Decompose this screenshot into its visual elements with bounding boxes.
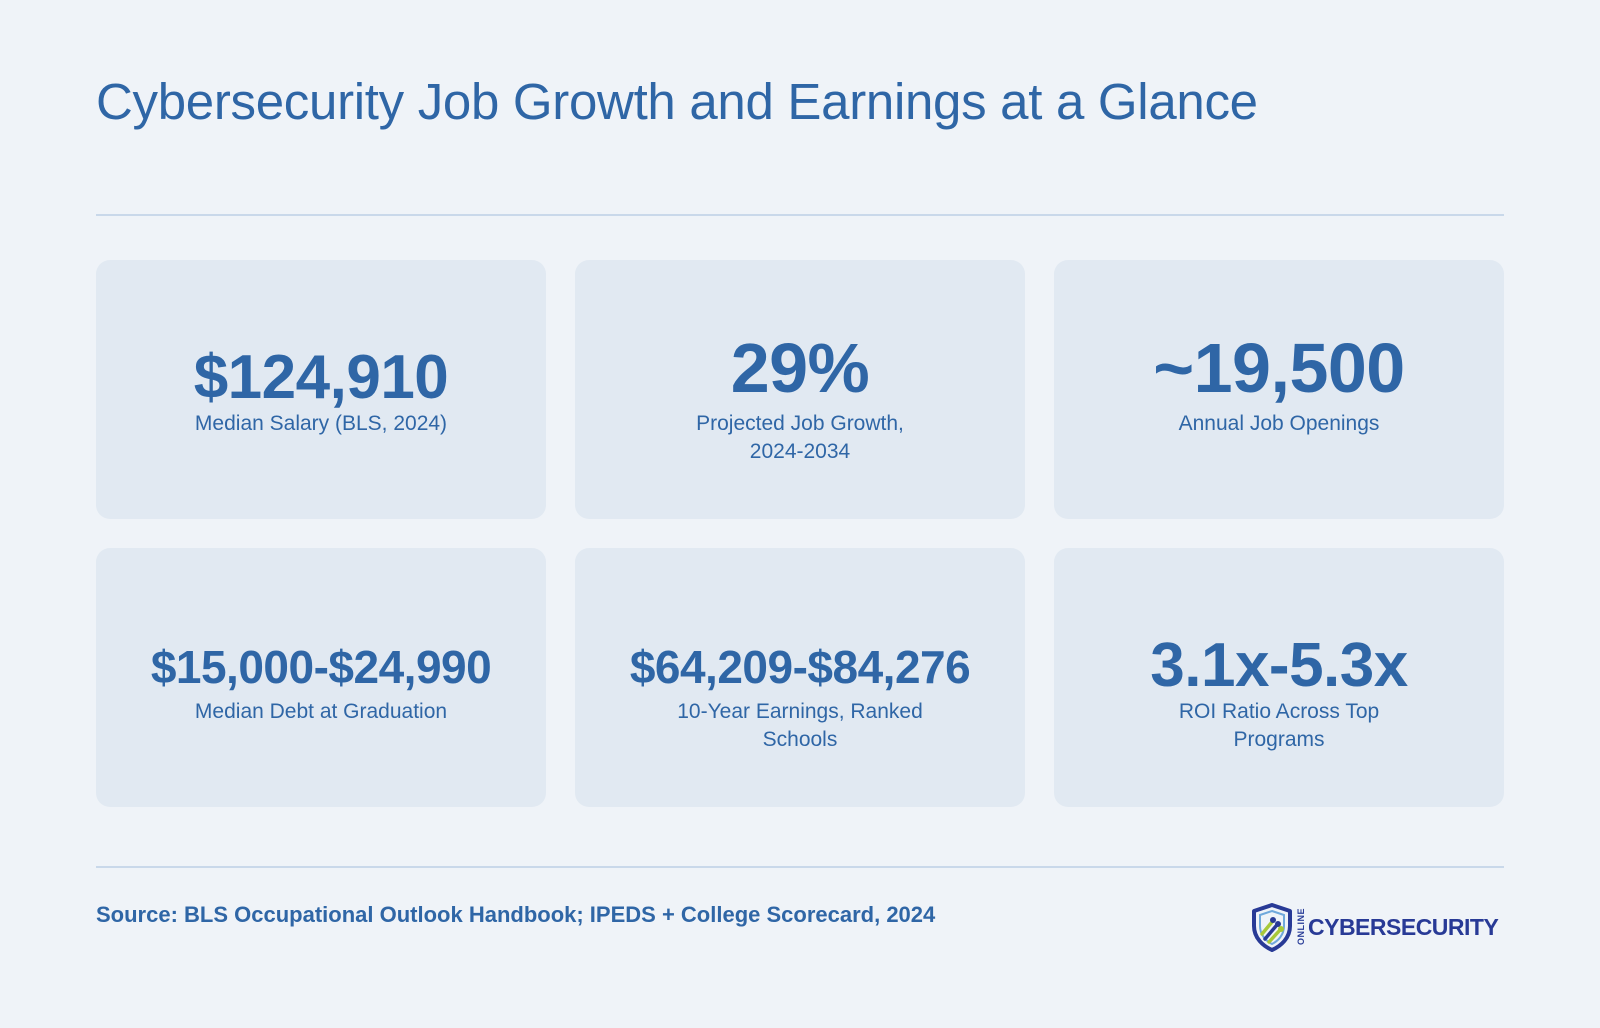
stat-value: $124,910 bbox=[193, 343, 449, 412]
stat-label: Projected Job Growth, 2024-2034 bbox=[696, 412, 904, 463]
stat-label: ROI Ratio Across Top Programs bbox=[1178, 700, 1380, 751]
stat-label: Median Debt at Graduation bbox=[194, 700, 448, 723]
stat-card-roi-ratio bbox=[1054, 548, 1504, 807]
stat-card-median-salary bbox=[96, 260, 546, 519]
stat-value: 29% bbox=[730, 329, 870, 407]
bottom-divider bbox=[96, 866, 1504, 868]
stat-card-job-growth bbox=[575, 260, 1025, 519]
stats-grid bbox=[96, 260, 1504, 807]
top-divider bbox=[96, 214, 1504, 216]
source-note: Source: BLS Occupational Outlook Handbook; IPEDS + College Scorecard, 2024 bbox=[96, 902, 936, 927]
stat-card-ten-year-earnings bbox=[575, 548, 1025, 807]
stat-value: $64,209-$84,276 bbox=[629, 641, 971, 693]
stat-label: 10-Year Earnings, Ranked Schools bbox=[677, 700, 923, 751]
stat-label: Annual Job Openings bbox=[1178, 412, 1380, 435]
shield-icon bbox=[1250, 902, 1294, 952]
stat-value: ~19,500 bbox=[1153, 329, 1405, 407]
logo-online-text: ONLINE bbox=[1296, 908, 1306, 946]
page-title: Cybersecurity Job Growth and Earnings at a Glance bbox=[96, 73, 1258, 130]
stat-value: $15,000-$24,990 bbox=[150, 641, 492, 693]
brand-logo bbox=[1250, 902, 1498, 952]
stat-label: Median Salary (BLS, 2024) bbox=[194, 412, 448, 435]
stat-card-job-openings bbox=[1054, 260, 1504, 519]
logo-wordmark: CYBERSECURITY bbox=[1308, 913, 1499, 940]
stat-value: 3.1x-5.3x bbox=[1150, 631, 1408, 700]
stat-card-median-debt bbox=[96, 548, 546, 807]
